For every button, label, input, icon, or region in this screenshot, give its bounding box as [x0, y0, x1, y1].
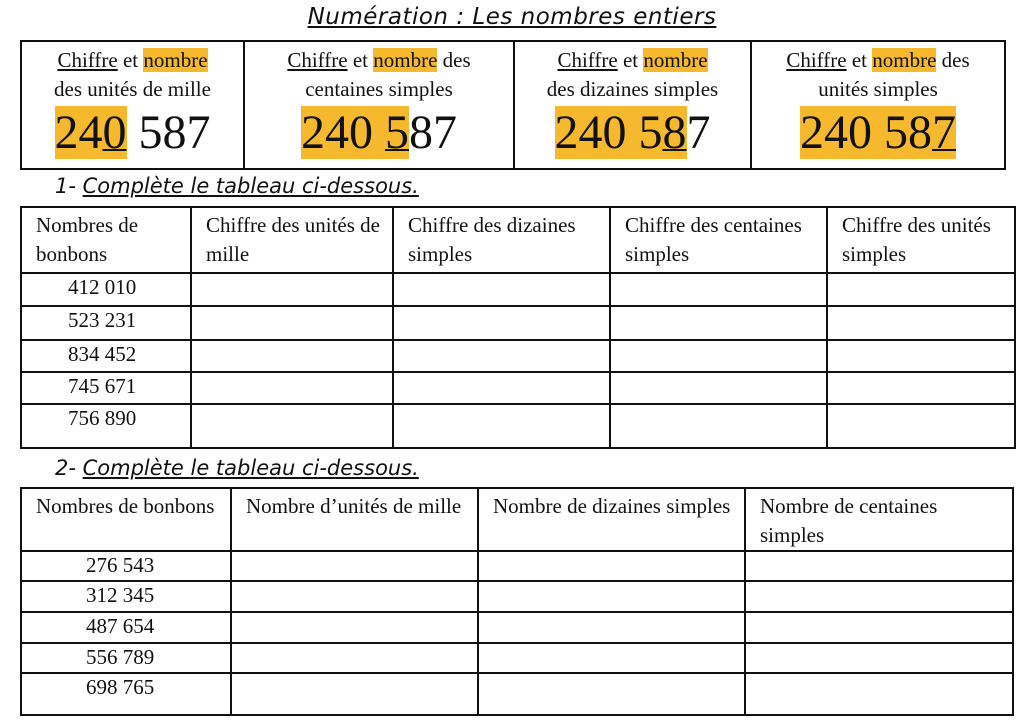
column-header: Chiffre des unités simples [827, 207, 1015, 273]
table-row: 276 543 [21, 551, 1013, 581]
table-row: 523 231 [21, 306, 1015, 340]
answer-cell[interactable] [478, 673, 745, 715]
table-row: 412 010 [21, 273, 1015, 306]
reference-number: 240 587 [554, 106, 711, 159]
answer-cell[interactable] [827, 404, 1015, 448]
answer-cell[interactable] [610, 340, 827, 372]
reference-card-units: Chiffre et nombre des unités simples 240 587 [751, 41, 1005, 169]
answer-cell[interactable] [610, 372, 827, 404]
table-row: 756 890 [21, 404, 1015, 448]
column-header: Chiffre des centaines simples [610, 207, 827, 273]
answer-cell[interactable] [827, 306, 1015, 340]
reference-card-tens: Chiffre et nombre des dizaines simples 240 587 [514, 41, 751, 169]
exercise-1-table [20, 206, 1016, 449]
answer-cell[interactable] [393, 372, 610, 404]
answer-cell[interactable] [827, 340, 1015, 372]
reference-number: 240 587 [800, 106, 956, 159]
answer-cell[interactable] [745, 643, 1013, 673]
table-row: 556 789 [21, 643, 1013, 673]
reference-number: 240 587 [54, 106, 211, 159]
answer-cell[interactable] [827, 273, 1015, 306]
reference-number: 240 587 [301, 106, 457, 159]
column-header: Nombre d’unités de mille [231, 488, 478, 551]
column-header: Nombres de bonbons [21, 488, 231, 551]
answer-cell[interactable] [191, 404, 393, 448]
table-row: 745 671 [21, 372, 1015, 404]
answer-cell[interactable] [745, 551, 1013, 581]
exercise-1-instruction: 1- Complète le tableau ci-dessous. [55, 174, 419, 198]
answer-cell[interactable] [191, 340, 393, 372]
answer-cell[interactable] [231, 643, 478, 673]
table-row: 698 765 [21, 673, 1013, 715]
table-row: 834 452 [21, 340, 1015, 372]
answer-cell[interactable] [393, 340, 610, 372]
reference-box [20, 40, 1006, 170]
answer-cell[interactable] [610, 273, 827, 306]
answer-cell[interactable] [191, 372, 393, 404]
page-title: Numération : Les nombres entiers [307, 4, 717, 30]
answer-cell[interactable] [231, 551, 478, 581]
exercise-2-instruction: 2- Complète le tableau ci-dessous. [55, 456, 419, 480]
answer-cell[interactable] [610, 306, 827, 340]
answer-cell[interactable] [191, 273, 393, 306]
exercise-2-table [20, 487, 1014, 716]
answer-cell[interactable] [393, 404, 610, 448]
answer-cell[interactable] [231, 581, 478, 612]
answer-cell[interactable] [745, 612, 1013, 643]
answer-cell[interactable] [478, 551, 745, 581]
column-header: Nombres de bonbons [21, 207, 191, 273]
reference-card-hundreds: Chiffre et nombre des centaines simples 240 587 [244, 41, 514, 169]
column-header: Nombre de dizaines simples [478, 488, 745, 551]
answer-cell[interactable] [191, 306, 393, 340]
column-header: Chiffre des dizaines simples [393, 207, 610, 273]
answer-cell[interactable] [231, 673, 478, 715]
answer-cell[interactable] [231, 612, 478, 643]
answer-cell[interactable] [393, 273, 610, 306]
answer-cell[interactable] [478, 612, 745, 643]
answer-cell[interactable] [610, 404, 827, 448]
column-header: Chiffre des unités de mille [191, 207, 393, 273]
answer-cell[interactable] [827, 372, 1015, 404]
table-row: 312 345 [21, 581, 1013, 612]
answer-cell[interactable] [478, 643, 745, 673]
column-header: Nombre de centaines simples [745, 488, 1013, 551]
answer-cell[interactable] [745, 581, 1013, 612]
answer-cell[interactable] [393, 306, 610, 340]
reference-card-thousands: Chiffre et nombre des unités de mille 240 587 [21, 41, 244, 169]
table-row: 487 654 [21, 612, 1013, 643]
answer-cell[interactable] [478, 581, 745, 612]
answer-cell[interactable] [745, 673, 1013, 715]
